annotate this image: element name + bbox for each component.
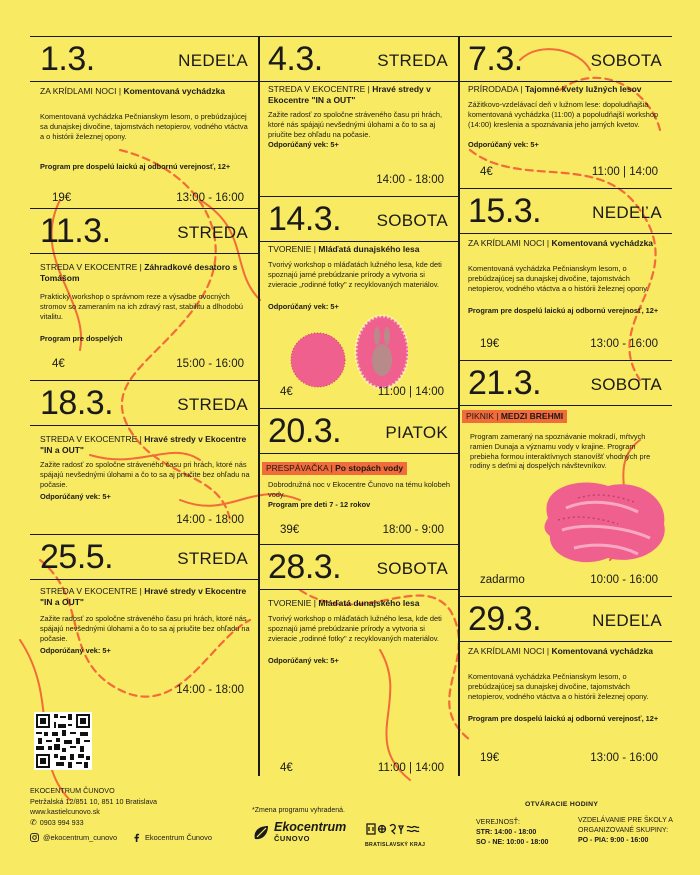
event-day: SOBOTA [376, 559, 448, 578]
instagram-handle: @ekocentrum_cunovo [43, 833, 118, 842]
logo-main-text: Ekocentrum [274, 820, 347, 834]
event-description: Tvorivý workshop o mláďatách lužného lesa, kde deti spoznajú jarné prebúdzanie prírody a vytvoria si zvieracie „rodinné fotky" z recyklovaných materiálov. [268, 260, 442, 289]
event-day: NEDEĽA [178, 51, 248, 70]
group-hours-label-1: VZDELÁVANIE PRE ŠKOLY A [578, 817, 673, 824]
contact-info [30, 786, 157, 828]
event-description: Komentovaná vychádzka Pečnianskym lesom, o prebúdzajúcej sa dunajskej divočine, tajomstvách netopierov, vodného vtáctva a o histórii železnej opony. [468, 264, 649, 293]
event-description: Zažite radosť zo spoločne stráveného času pri hrách, ktoré nás spájajú nevšednými úlohami a čo to sa aj priučite bez ohľadu na počasie. [268, 110, 443, 139]
event-date: 18.3. [40, 384, 114, 422]
event-price: 19€ [52, 192, 72, 204]
event-category: PIKNIK | MEDZI BREHMI [462, 410, 567, 423]
event-description: Praktický workshop o správnom reze a výsadbe ovocných stromov so zameraním na ich zdravý rast, stabilitu a dlhodobú vitalitu. [40, 292, 243, 321]
event-category: PRESPÁVAČKA | Po stopách vody [262, 462, 407, 475]
event-price: 19€ [480, 338, 500, 350]
event-description: Tvorivý workshop o mláďatách lužného lesa, kde deti spoznajú jarné prebúdzanie prírody a vytvoria si zvieracie „rodinné fotky" z recyklovaných materiálov. [268, 614, 442, 643]
website-link[interactable]: www.kastielcunovo.sk [30, 807, 100, 816]
event-day: STREDA [177, 223, 248, 242]
event-audience: Odporúčaný vek: 5+ [468, 140, 539, 149]
event-card [258, 36, 458, 196]
event-card [30, 380, 258, 534]
event-day: SOBOTA [376, 211, 448, 230]
ekocentrum-logo [252, 822, 346, 844]
event-time: 10:00 - 16:00 [590, 574, 658, 586]
group-hours-label-2: ORGANIZOVANÉ SKUPINY: [578, 827, 669, 834]
event-day: NEDEĽA [592, 203, 662, 222]
instagram-icon [30, 833, 39, 842]
org-name: EKOCENTRUM ČUNOVO [30, 786, 115, 795]
event-header [30, 36, 258, 82]
event-description: Komentovaná vychádzka Pečnianskym lesom, o prebúdzajúcej sa dunajskej divočine, tajomstvách netopierov, vodného vtáctva a o histórii železnej opony. [468, 672, 649, 701]
event-header [258, 408, 458, 454]
event-price: 4€ [280, 386, 293, 398]
instagram-row[interactable] [30, 833, 117, 842]
event-category: STREDA V EKOCENTRE | Hravé stredy v Ekocentre "IN a OUT" [40, 434, 247, 455]
event-time: 14:00 - 18:00 [176, 684, 244, 696]
event-audience: Program pre dospelú laickú aj odbornú verejnosť, 12+ [468, 714, 659, 723]
phone-row [30, 818, 157, 829]
event-day: STREDA [177, 395, 248, 414]
event-category: STREDA V EKOCENTRE | Záhradkové desatoro s Tomášom [40, 262, 238, 283]
event-price: 19€ [480, 752, 500, 764]
event-card [458, 360, 672, 596]
event-time: 13:00 - 16:00 [176, 192, 244, 204]
event-card [458, 596, 672, 776]
event-header [30, 534, 258, 580]
event-audience: Odporúčaný vek: 5+ [268, 656, 339, 665]
event-category: PRÍRODADA | Tajomné kvety lužných lesov [468, 84, 642, 94]
event-day: STREDA [177, 549, 248, 568]
event-audience: Odporúčaný vek: 5+ [268, 140, 339, 149]
event-time: 11:00 | 14:00 [591, 166, 658, 178]
nature-texture-illustration [538, 478, 670, 570]
event-date: 20.3. [268, 412, 342, 450]
event-time: 14:00 - 18:00 [376, 174, 444, 186]
event-category: TVORENIE | Mláďatá dunajského lesa [268, 598, 420, 608]
event-day: NEDEĽA [592, 611, 662, 630]
event-time: 15:00 - 16:00 [176, 358, 244, 370]
event-description: Zažite radosť zo spoločne stráveného času pri hrách, ktoré nás spájajú nevšednými úlohami a čo to sa aj priučite bez ohľadu na počasie. [40, 460, 250, 489]
event-category: STREDA V EKOCENTRE | Hravé stredy v Ekocentre "IN a OUT" [40, 586, 247, 607]
event-header [258, 196, 458, 242]
event-date: 7.3. [468, 40, 523, 78]
logo-sub-text: ČUNOVO [274, 834, 310, 843]
event-card [258, 196, 458, 408]
region-name: BRATISLAVSKÝ KRAJ [365, 842, 426, 848]
event-card [258, 544, 458, 776]
group-hours-time: PO - PIA: 9:00 - 16:00 [578, 837, 649, 844]
event-date: 29.3. [468, 600, 542, 638]
event-card [258, 408, 458, 544]
phone-icon: ✆ [30, 817, 37, 827]
event-description: Komentovaná vychádzka Pečnianskym lesom, o prebúdzajúcej sa dunajskej divočine, tajomstvách netopierov, vodného vtáctva a o histórii železnej opony. [40, 112, 248, 141]
bratislava-region-logo [365, 822, 427, 848]
event-audience: Odporúčaný vek: 5+ [40, 646, 111, 655]
facebook-row[interactable] [132, 833, 212, 842]
event-card [30, 208, 258, 380]
event-card [458, 188, 672, 360]
event-category: ZA KRÍDLAMI NOCI | Komentovaná vychádzka [40, 86, 226, 96]
event-time: 13:00 - 16:00 [590, 338, 658, 350]
event-time: 14:00 - 18:00 [176, 514, 244, 526]
event-card [30, 36, 258, 208]
public-hours-weekend: SO - NE: 10:00 - 18:00 [476, 839, 549, 846]
phone-number[interactable]: 0903 994 933 [39, 817, 84, 827]
event-day: PIATOK [385, 423, 448, 442]
event-date: 14.3. [268, 200, 342, 238]
event-date: 25.5. [40, 538, 114, 576]
event-audience: Odporúčaný vek: 5+ [268, 302, 339, 311]
event-header [30, 380, 258, 426]
event-price: zadarmo [480, 574, 525, 586]
public-hours-weekday: STR: 14:00 - 18:00 [476, 829, 537, 836]
event-card [458, 36, 672, 188]
event-date: 21.3. [468, 364, 542, 402]
event-category: STREDA V EKOCENTRE | Hravé stredy v Ekocentre "IN a OUT" [268, 84, 431, 105]
animal-photo-illustration [288, 314, 408, 392]
event-header [258, 36, 458, 82]
event-header [258, 544, 458, 590]
org-address: Petržalská 12/851 10, 851 10 Bratislava [30, 796, 158, 806]
event-date: 11.3. [40, 212, 111, 250]
event-description: Zážitkovo-vzdelávací deň v lužnom lese: dopoludňajšia komentovaná vychádzka (11:00) a popoludňajší workshop (14:00) kreslenia a spoznávania jeho jarných kvetov. [468, 100, 659, 129]
event-time: 11:00 | 14:00 [377, 386, 444, 398]
event-date: 15.3. [468, 192, 542, 230]
qr-code[interactable] [34, 712, 92, 770]
event-header [458, 36, 672, 82]
event-time: 18:00 - 9:00 [382, 524, 444, 536]
event-date: 1.3. [40, 40, 95, 78]
event-description: Program zameraný na spoznávanie mokradí, mŕtvych ramien Dunaja a významu vody v krajine. Program prebieha formou interaktívnych stanovíšť vhodných pre rodiny s deťmi aj dospelých návštevníkov. [470, 432, 651, 471]
public-hours-label: VEREJNOSŤ: [476, 819, 520, 826]
event-category: ZA KRÍDLAMI NOCI | Komentovaná vychádzka [468, 646, 654, 656]
event-header [30, 208, 258, 254]
event-time: 13:00 - 16:00 [590, 752, 658, 764]
event-category: ZA KRÍDLAMI NOCI | Komentovaná vychádzka [468, 238, 654, 248]
event-date: 4.3. [268, 40, 323, 78]
event-price: 4€ [280, 762, 293, 774]
event-card [30, 534, 258, 706]
event-day: SOBOTA [590, 375, 662, 394]
facebook-icon [132, 833, 141, 842]
event-header [458, 188, 672, 234]
event-description: Zažite radosť zo spoločne stráveného času pri hrách, ktoré nás spájajú nevšednými úlohami a čo to sa aj priučite bez ohľadu na počasie. [40, 614, 250, 643]
event-description: Dobrodružná noc v Ekocentre Čunovo na tému kolobeh vody. [268, 480, 451, 499]
event-header [458, 596, 672, 642]
event-audience: Odporúčaný vek: 5+ [40, 492, 111, 501]
event-audience: Program pre deti 7 - 12 rokov [268, 500, 371, 509]
event-day: SOBOTA [590, 51, 662, 70]
region-emblem-icon [365, 822, 427, 836]
event-time: 11:00 | 14:00 [377, 762, 444, 774]
event-audience: Program pre dospelých [40, 334, 123, 343]
facebook-name: Ekocentrum Čunovo [145, 833, 212, 842]
leaf-logo-icon [252, 824, 270, 842]
public-hours [476, 818, 548, 848]
event-day: STREDA [377, 51, 448, 70]
event-date: 28.3. [268, 548, 342, 586]
event-audience: Program pre dospelú laickú aj odbornú verejnosť, 12+ [40, 162, 231, 171]
event-price: 4€ [480, 166, 493, 178]
event-category: TVORENIE | Mláďatá dunajského lesa [268, 244, 420, 254]
event-audience: Program pre dospelú laickú aj odbornú verejnosť, 12+ [468, 306, 659, 315]
event-price: 4€ [52, 358, 65, 370]
opening-hours-title: OTVÁRACIE HODINY [525, 801, 599, 808]
group-hours [578, 816, 673, 846]
event-header [458, 360, 672, 406]
event-price: 39€ [280, 524, 300, 536]
program-disclaimer: *Zmena programu vyhradená. [252, 807, 345, 814]
